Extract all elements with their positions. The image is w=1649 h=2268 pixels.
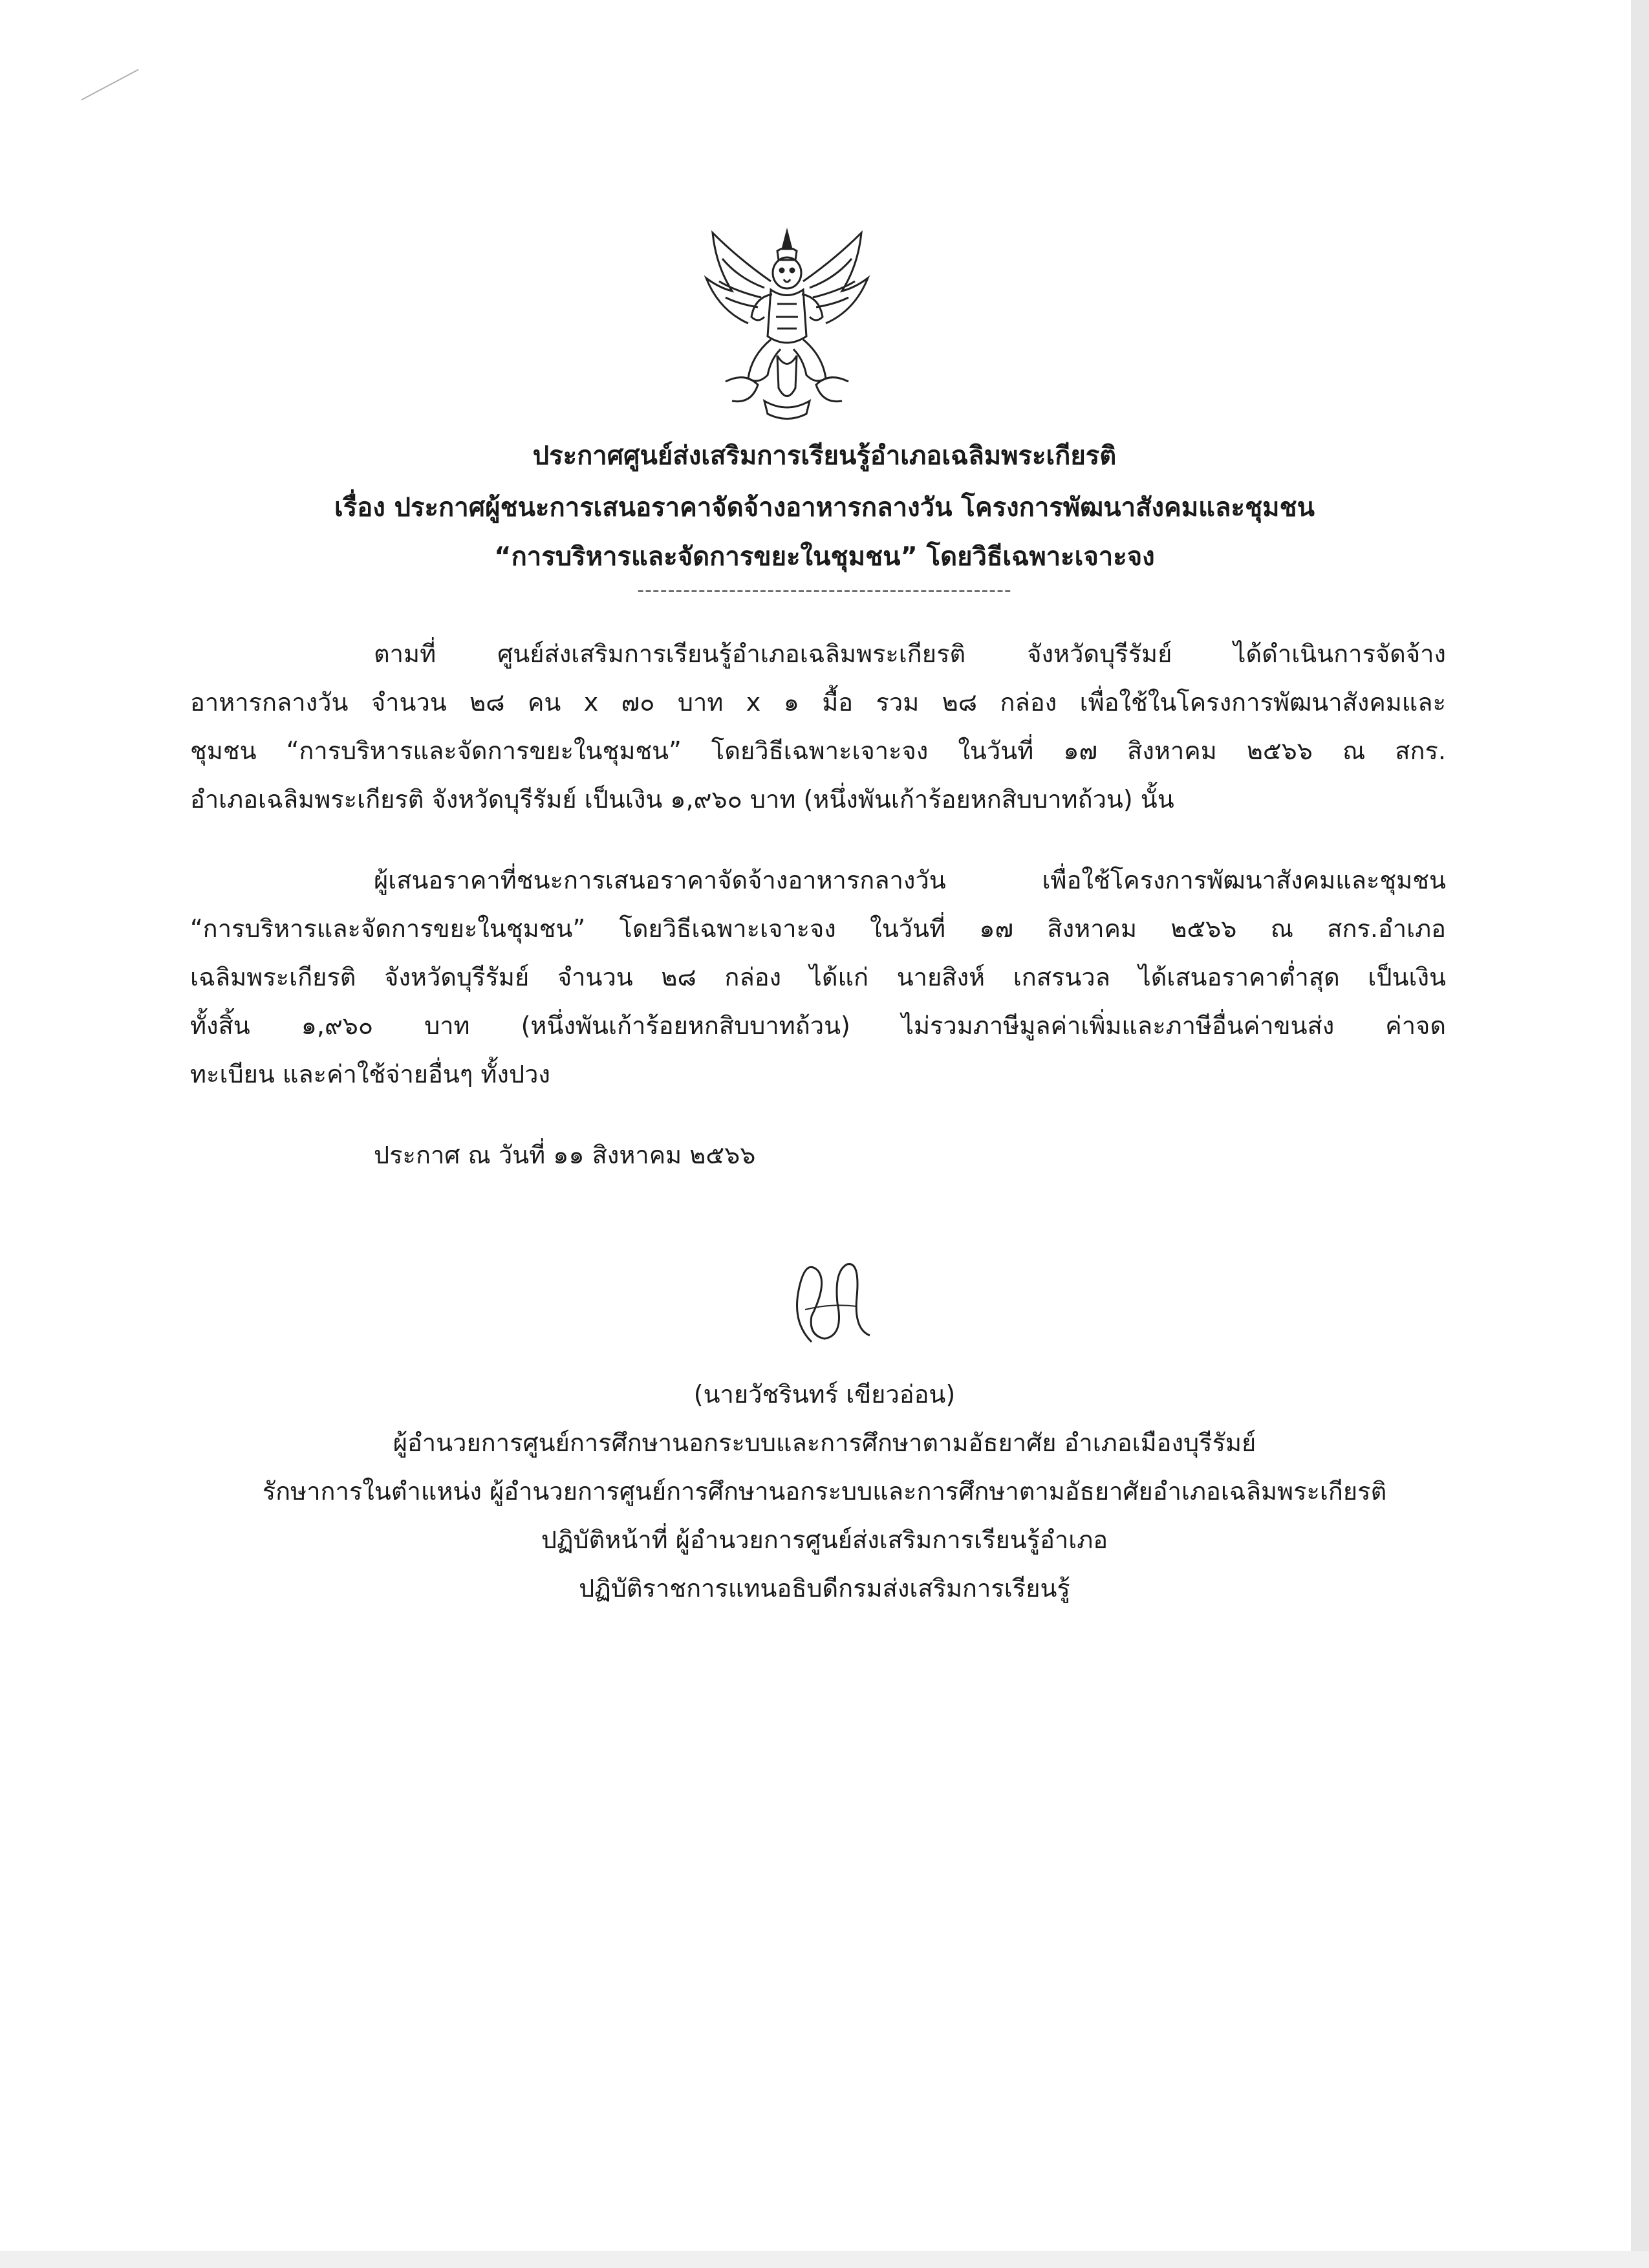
announcement-date: ประกาศ ณ วันที่ ๑๑ สิงหาคม ๒๕๖๖	[374, 1141, 756, 1169]
title-line-2: เรื่อง ประกาศผู้ชนะการเสนอราคาจัดจ้างอาหารกลางวัน โครงการพัฒนาสังคมและชุมชน	[334, 493, 1315, 523]
scan-edge-bottom	[0, 2251, 1649, 2268]
signatory-position-3: ปฏิบัติหน้าที่ ผู้อำนวยการศูนย์ส่งเสริมการเรียนรู้อำเภอ	[541, 1526, 1108, 1554]
paragraph-1-line: อำเภอเฉลิมพระเกียรติ จังหวัดบุรีรัมย์ เป็นเงิน ๑,๙๖๐ บาท (หนึ่งพันเก้าร้อยหกสิบบาทถ้วน) นั้น	[190, 785, 1174, 814]
paragraph-1-line: ตามที่ ศูนย์ส่งเสริมการเรียนรู้อำเภอเฉลิมพระเกียรติ จังหวัดบุรีรัมย์ ได้ดำเนินการจัดจ้าง	[374, 640, 1446, 668]
signatory-position-2: รักษาการในตำแหน่ง ผู้อำนวยการศูนย์การศึกษานอกระบบและการศึกษาตามอัธยาศัยอำเภอเฉลิมพระเกียรติ	[262, 1477, 1387, 1506]
paragraph-2-line: ทะเบียน และค่าใช้จ่ายอื่นๆ ทั้งปวง	[190, 1060, 550, 1088]
garuda-emblem-icon	[687, 220, 887, 427]
signatory-position-1: ผู้อำนวยการศูนย์การศึกษานอกระบบและการศึกษาตามอัธยาศัย อำเภอเมืองบุรีรัมย์	[393, 1429, 1256, 1457]
title-separator: -------------------------------------------------	[637, 579, 1012, 601]
paragraph-2-line: ผู้เสนอราคาที่ชนะการเสนอราคาจัดจ้างอาหารกลางวัน เพื่อใช้โครงการพัฒนาสังคมและชุมชน	[374, 866, 1446, 894]
paragraph-2-line: ทั้งสิ้น ๑,๙๖๐ บาท (หนึ่งพันเก้าร้อยหกสิบบาทถ้วน) ไม่รวมภาษีมูลค่าเพิ่มและภาษีอื่นค่าขนส่ง ค่าจด	[190, 1011, 1446, 1040]
title-line-1: ประกาศศูนย์ส่งเสริมการเรียนรู้อำเภอเฉลิมพระเกียรติ	[532, 441, 1117, 471]
signatory-name: (นายวัชรินทร์ เขียวอ่อน)	[693, 1380, 956, 1409]
paragraph-1-line: อาหารกลางวัน จำนวน ๒๘ คน x ๗๐ บาท x ๑ มื้อ รวม ๒๘ กล่อง เพื่อใช้ในโครงการพัฒนาสังคมและ	[190, 688, 1446, 717]
paragraph-2-line: “การบริหารและจัดการขยะในชุมชน” โดยวิธีเฉพาะเจาะจง ในวันที่ ๑๗ สิงหาคม ๒๕๖๖ ณ สกร.อำเภอ	[190, 914, 1446, 943]
title-line-3: “การบริหารและจัดการขยะในชุมชน” โดยวิธีเฉพาะเจาะจง	[494, 542, 1155, 572]
paragraph-2-line: เฉลิมพระเกียรติ จังหวัดบุรีรัมย์ จำนวน ๒๘ กล่อง ได้แก่ นายสิงห์ เกสรนวล ได้เสนอราคาต่ำสุด เป็นเงิน	[190, 963, 1446, 991]
scan-mark	[81, 69, 138, 101]
scan-edge-right	[1631, 0, 1649, 2268]
paragraph-1-line: ชุมชน “การบริหารและจัดการขยะในชุมชน” โดยวิธีเฉพาะเจาะจง ในวันที่ ๑๗ สิงหาคม ๒๕๖๖ ณ สกร.	[190, 737, 1446, 765]
handwritten-signature	[773, 1245, 889, 1355]
signatory-position-4: ปฏิบัติราชการแทนอธิบดีกรมส่งเสริมการเรียนรู้	[579, 1574, 1070, 1603]
